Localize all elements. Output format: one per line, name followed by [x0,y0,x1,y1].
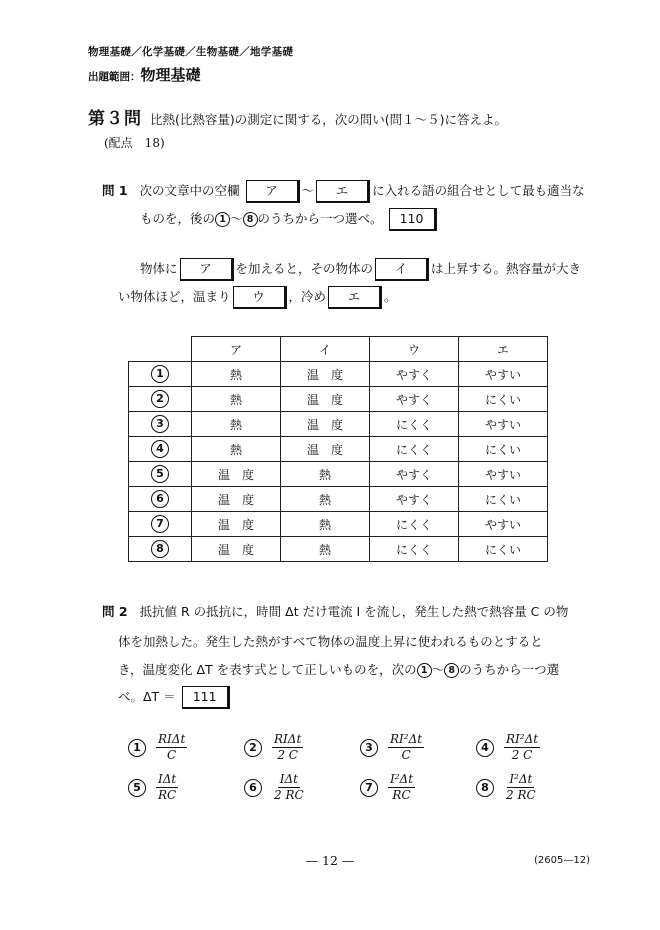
option-fraction [272,732,303,763]
fraction-denominator: 2 RC [274,788,304,802]
row-number-cell [129,362,192,387]
cell-a: 熱 [192,412,281,437]
q2-option [128,772,178,803]
cell-e: やすい [459,412,548,437]
cell-u: にくく [370,537,459,562]
scope-label: 出題範囲： [88,71,141,83]
passage-box-u: ウ [233,286,287,309]
q2-option [476,732,540,763]
option-number: 6 [244,779,262,797]
option-fraction [156,772,178,803]
page-number: — 12 — [305,853,355,868]
fraction-numerator: IΔt [279,772,298,786]
fraction-numerator: IΔt [158,772,177,786]
option-fraction [504,732,540,763]
scope-line [88,64,201,85]
cell-a: 温 度 [192,462,281,487]
fraction-denominator: 2 C [511,748,533,762]
table-header-e: エ [459,337,548,362]
cell-u: やすく [370,362,459,387]
fraction-denominator: 2 C [277,748,298,762]
passage-line2 [118,286,397,309]
passage-text: は上昇する。熱容量が大き [431,261,582,276]
cell-e: にくい [459,437,548,462]
row-number-cell [129,462,192,487]
cell-a: 熱 [192,437,281,462]
q2-option [128,732,187,763]
table-header-a: ア [192,337,281,362]
option-fraction [388,772,415,803]
fraction-denominator: 2 RC [506,788,536,802]
table-corner [129,337,192,362]
fraction-numerator: RIΔt [158,732,186,746]
row-number: 5 [151,465,169,483]
cell-i: 熱 [281,462,370,487]
table-row [129,437,548,462]
q2-answer-box: 111 [182,686,230,709]
cell-e: やすい [459,462,548,487]
row-number-cell [129,437,192,462]
q1-label: 問 1 [102,183,128,198]
table-row [129,487,548,512]
passage-line1 [140,258,581,281]
option-number: 3 [360,739,378,757]
passage-box-e: エ [328,286,382,309]
question-text: 比熱(比熱容量)の測定に関する，次の問い(問１～５)に答えよ。 [150,112,508,127]
fraction-numerator: RI²Δt [506,732,539,746]
q1-range-sep: ～ [230,211,243,226]
cell-i: 温 度 [281,437,370,462]
table-row [129,462,548,487]
q2-line3 [118,660,559,678]
passage-text: 。 [384,289,397,304]
scope-value: 物理基礎 [140,66,201,84]
cell-u: やすく [370,487,459,512]
q1-box-a: ア [246,180,300,203]
q2-option [244,772,306,803]
row-number: 3 [151,415,169,433]
cell-u: にくく [370,412,459,437]
row-number: 8 [151,540,169,558]
table-row [129,387,548,412]
q2-text-1: 抵抗値 R の抵抗に，時間 Δt だけ電流 I を流し，発生した熱で熱容量 C の物 [139,604,569,619]
row-number: 4 [151,440,169,458]
table-row [129,362,548,387]
option-fraction [272,772,306,803]
fraction-denominator: RC [392,788,411,802]
cell-u: にくく [370,437,459,462]
row-number: 2 [151,390,169,408]
row-number-cell [129,537,192,562]
q2-option [476,772,538,803]
q2-line4 [118,686,232,709]
fraction-numerator: I²Δt [509,772,533,786]
option-number: 4 [476,739,494,757]
q2-option [360,772,415,803]
option-fraction [156,732,187,763]
option-number: 8 [476,779,494,797]
q1-text-b: に入れる語の組合せとして最も適当な [372,183,585,198]
q1-text-d: のうちから一つ選べ。 [257,211,383,226]
passage-text: 物体に [140,261,178,276]
document-code: (2605—12) [534,855,590,866]
q2-label: 問 2 [102,604,128,619]
passage-box-i: イ [375,258,429,281]
q1-line1 [102,180,585,203]
table-header-u: ウ [370,337,459,362]
passage-text: ，冷め [288,289,327,304]
q1-range-start: 1 [215,212,230,227]
row-number-cell [129,387,192,412]
points: (配点 18) [104,136,165,150]
cell-a: 熱 [192,387,281,412]
question-number: 第３問 [88,109,142,129]
option-number: 2 [244,739,262,757]
q1-line2 [140,208,439,231]
fraction-denominator: C [401,748,411,762]
fraction-numerator: RIΔt [274,732,302,746]
cell-a: 温 度 [192,487,281,512]
q2-option [360,732,424,763]
passage-box-a: ア [180,258,234,281]
cell-i: 温 度 [281,412,370,437]
passage-text: い物体ほど，温まり [118,289,231,304]
q2-line1 [102,602,568,620]
q1-text-c: ものを，後の [140,211,216,226]
cell-i: 熱 [281,537,370,562]
cell-i: 熱 [281,512,370,537]
table-row [129,412,548,437]
row-number: 6 [151,490,169,508]
q2-line2: 体を加熱した。発生した熱がすべて物体の温度上昇に使われるものとすると [118,634,543,649]
passage-text: を加えると，その物体の [235,261,374,276]
row-number-cell [129,487,192,512]
question-heading [88,104,507,129]
fraction-denominator: RC [158,788,177,802]
cell-i: 温 度 [281,387,370,412]
q2-range-sep: ～ [431,662,445,677]
row-number-cell [129,412,192,437]
cell-u: にくく [370,512,459,537]
subject-list: 物理基礎／化学基礎／生物基礎／地学基礎 [88,46,294,58]
fraction-numerator: I²Δt [390,772,414,786]
row-number: 1 [151,365,169,383]
fraction-denominator: C [167,748,177,762]
cell-e: やすい [459,512,548,537]
q1-box-e: エ [316,180,370,203]
table-row [129,512,548,537]
q2-text-3b: のうちから一つ選 [459,662,560,677]
table-header-row [129,337,548,362]
cell-e: にくい [459,387,548,412]
cell-a: 温 度 [192,512,281,537]
row-number-cell [129,512,192,537]
q2-text-4: べ。ΔT ＝ [118,689,176,704]
q2-range-end: 8 [444,663,459,678]
q1-tilde: ～ [301,183,315,198]
cell-a: 熱 [192,362,281,387]
row-number: 7 [151,515,169,533]
option-fraction [388,732,424,763]
choice-table [128,336,548,562]
cell-u: やすく [370,387,459,412]
option-fraction [504,772,538,803]
option-number: 1 [128,739,146,757]
cell-e: やすい [459,362,548,387]
option-number: 7 [360,779,378,797]
table-row [129,537,548,562]
q2-range-start: 1 [417,663,432,678]
cell-e: にくい [459,537,548,562]
cell-i: 温 度 [281,362,370,387]
option-number: 5 [128,779,146,797]
table-header-i: イ [281,337,370,362]
q1-text-a: 次の文章中の空欄 [139,183,240,198]
cell-u: やすく [370,462,459,487]
cell-a: 温 度 [192,537,281,562]
cell-e: にくい [459,487,548,512]
q2-option [244,732,303,763]
cell-i: 熱 [281,487,370,512]
q1-range-end: 8 [243,212,258,227]
fraction-numerator: RI²Δt [390,732,423,746]
q1-answer-box: 110 [389,208,437,231]
q2-text-3a: き，温度変化 ΔT を表す式として正しいものを，次の [118,662,417,677]
